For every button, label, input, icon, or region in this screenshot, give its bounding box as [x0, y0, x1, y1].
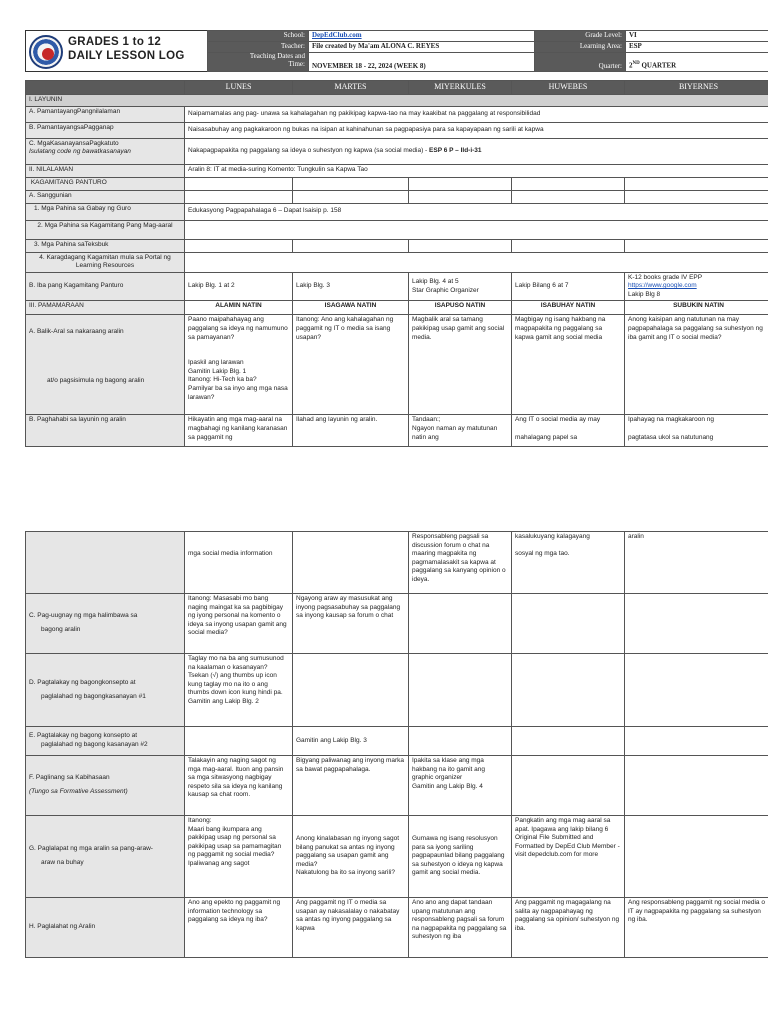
cell-d-thu — [512, 654, 625, 727]
doc-title-line2: DAILY LESSON LOG — [68, 50, 185, 62]
row-label-pang-mag-aaral: 2. Mga Pahina sa Kagamitang Pang Mag-aaral — [26, 220, 185, 239]
day-header-blank — [26, 81, 185, 95]
row-label-teksbuk: 3. Mga Pahina saTeksbuk — [26, 239, 185, 252]
dates-label: Teaching Dates and Time: — [208, 53, 309, 72]
cell-g-thu: Pangkatin ang mga mag aaral sa apat. Ipagawa ang lakip bilang 6 Original File Submitted and Formatted by DepEd Club Member - visit depedclub.com for more — [512, 816, 625, 898]
cell-c-wed — [409, 594, 512, 654]
school-label: School: — [208, 31, 309, 42]
day-header-tue: MARTES — [293, 81, 409, 95]
row-label-pamantayan: A. PamantayangPangnilalaman — [26, 106, 185, 122]
cell-h-tue: Ang paggamit ng IT o media sa usapan ay nakasalalay o nakabatay sa antas ng inyong paggalang sa kapwa — [293, 898, 409, 958]
day-header-mon: LUNES — [185, 81, 293, 95]
cell-cont-fri: aralin — [625, 532, 768, 594]
row-label-pagtalakay-1: D. Pagtalakay ng bagongkonsepto at paglalahad ng bagongkasanayan #1 — [26, 654, 185, 727]
row-label-pamamaraan: III. PAMAMARAAN — [26, 301, 185, 315]
row-label-paglinang: F. Paglinang sa Kabihasaan (Tungo sa Formative Assessment) — [26, 756, 185, 816]
cell-iba-fri: K-12 books grade IV EPP https://www.google.com Lakip Blg 8 — [625, 272, 768, 301]
cell-balik-thu: Magbigay ng isang hakbang na magpapakita ng paggalang sa kapwa gamit ang social media — [512, 315, 625, 415]
row-label-pagganap: B. PamantayangsaPagganap — [26, 122, 185, 138]
cell-c-fri — [625, 594, 768, 654]
cell-h-fri: Ang responsableng paggamit ng social media o IT ay nagpapakita ng paggalang sa suhestyon ng iba. — [625, 898, 768, 958]
grade-value: VI — [626, 31, 768, 42]
row-label-pag-uugnay: C. Pag-uugnay ng mga halimbawa sa bagong aralin — [26, 594, 185, 654]
header-info-table — [207, 30, 768, 72]
row-label-kagamitan: KAGAMITANG PANTURO — [26, 177, 185, 190]
row-label-paglalahat: H. Paglalahat ng Aralin — [26, 898, 185, 958]
cell-iba-mon: Lakip Blg. 1 at 2 — [185, 272, 293, 301]
area-label: Learning Area: — [535, 42, 626, 53]
colhead-alamin: ALAMIN NATIN — [185, 301, 293, 315]
cell-g-mon: Itanong: Maari bang ikumpara ang pakikipag usap ng personal sa pakikipag usap sa pamamagitan ng paggamit ng social media?Ipaliwanag ang sagot — [185, 816, 293, 898]
cell-c-mon: Itanong: Masasabi mo bang naging maingat ka sa pagbibigay ng iyong personal na komento o ideya sa inyong usapan gamit ang social media? — [185, 594, 293, 654]
day-header-wed: MIYERKULES — [409, 81, 512, 95]
google-link[interactable]: https://www.google.com — [628, 282, 697, 290]
row-label-kasanayan: C. MgaKasanayansaPagkatuto Isulatang code ng bawatkasanayan — [26, 138, 185, 164]
row-label-nilalaman: II. NILALAMAN — [26, 164, 185, 177]
day-header-fri: BIYERNES — [625, 81, 768, 95]
grade-label: Grade Level: — [535, 31, 626, 42]
row-label-balik-aral: A. Balik-Aral sa nakaraang aralin at/o pagsisimula ng bagong aralin — [26, 315, 185, 415]
cell-cont-mon: mga social media information — [185, 532, 293, 594]
cell-g-tue: Anong kinalabasan ng inyong sagot bilang panukat sa antas ng inyong paggalang sa usapan gamit ang media? Nakatulong ba ito sa inyong sarili? — [293, 816, 409, 898]
colhead-subukin: SUBUKIN NATIN — [625, 301, 768, 315]
cell-paghahabi-fri: Ipahayag na magkakaroon ng pagtatasa ukol sa natutunang — [625, 415, 768, 447]
row-label-paghahabi: B. Paghahabi sa layunin ng aralin — [26, 415, 185, 447]
school-link[interactable]: DepEdClub.com — [312, 31, 362, 39]
cell-g-fri — [625, 816, 768, 898]
row-label-paglalapat: G. Paglalapat ng mga aralin sa pang-araw- araw na buhay — [26, 816, 185, 898]
cell-g-wed: Gumawa ng isang resolusyon para sa iyong sariling pagpapaunlad bilang paggalang sa suhestyon o ideya ng kapwa gamit ang social media. — [409, 816, 512, 898]
cell-d-fri — [625, 654, 768, 727]
cell-pagganap: Naisasabuhay ang pagkakaroon ng bukas na isipan at kahinahunan sa pagpapasiya para sa kapayapaan ng sarili at kapwa — [185, 122, 768, 138]
cell-cont-thu: kasalukuyang kalagayang sosyal ng mga tao. — [512, 532, 625, 594]
cell-e-fri — [625, 727, 768, 756]
cell-kasanayan: Nakapagpapakita ng paggalang sa ideya o suhestyon ng kapwa (sa social media) - ESP 6 P – IId-i-31 — [185, 138, 768, 164]
cell-e-tue: Gamitin ang Lakip Blg. 3 — [293, 727, 409, 756]
cell-balik-wed: Magbalik aral sa tamang pakikipag usap gamit ang social media. — [409, 315, 512, 415]
cell-h-thu: Ang paggamit ng magagalang na salita ay nagpapahayag ng paggalang sa opinion/ suhestyon ng iba. — [512, 898, 625, 958]
quarter-label: Quarter: — [535, 53, 626, 72]
cell-paghahabi-wed: Tandaan:; Ngayon naman ay matutunan natin ang — [409, 415, 512, 447]
row-label-gabay: 1. Mga Pahina sa Gabay ng Guro — [26, 203, 185, 220]
cell-paghahabi-thu: Ang IT o social media ay may mahalagang papel sa — [512, 415, 625, 447]
cell-h-wed: Ano ano ang dapat tandaan upang matutunan ang responsableng pagsali sa forum na nagpapakita ng paggalang sa suhestyon ng iba — [409, 898, 512, 958]
doc-title-line1: GRADES 1 to 12 — [68, 36, 162, 48]
cell-balik-tue: Itanong: Ano ang kahalagahan ng paggamit ng IT o media sa isang usapan? — [293, 315, 409, 415]
cell-d-wed — [409, 654, 512, 727]
cell-e-mon — [185, 727, 293, 756]
row-label-portal: 4. Karagdagang Kagamitan mula sa Portal ng Learning Resources — [26, 252, 185, 272]
row-label-continued — [26, 532, 185, 594]
cell-paghahabi-mon: Hikayatin ang mga mag-aaral na magbahagi ng kanilang karanasan sa paggamit ng — [185, 415, 293, 447]
colhead-isagawa: ISAGAWA NATIN — [293, 301, 409, 315]
cell-f-thu — [512, 756, 625, 816]
quarter-value: 2ND QUARTER — [626, 53, 768, 72]
cell-e-wed — [409, 727, 512, 756]
dates-value: NOVEMBER 18 - 22, 2024 (WEEK 8) — [309, 53, 535, 72]
colhead-isabuhay: ISABUHAY NATIN — [512, 301, 625, 315]
cell-f-fri — [625, 756, 768, 816]
cell-nilalaman: Aralin 8: IT at media-suring Komento: Tungkulin sa Kapwa Tao — [185, 164, 768, 177]
cell-cont-wed: Responsableng pagsali sa discussion forum o chat na maaring magpakita ng pagmamalasakit sa kapwa at paggalang sa kanyang opinion o ideya. — [409, 532, 512, 594]
cell-iba-tue: Lakip Blg. 3 — [293, 272, 409, 301]
cell-cont-tue — [293, 532, 409, 594]
row-label-pagtalakay-2: E. Pagtalakay ng bagong konsepto at paglalahad ng bagong kasanayan #2 — [26, 727, 185, 756]
lesson-table-page2 — [25, 531, 768, 958]
cell-c-thu — [512, 594, 625, 654]
cell-iba-thu: Lakip Bilang 6 at 7 — [512, 272, 625, 301]
deped-seal-logo — [29, 35, 63, 69]
cell-iba-wed: Lakip Blg. 4 at 5 Star Graphic Organizer — [409, 272, 512, 301]
day-header-thu: HUWEBES — [512, 81, 625, 95]
section-layunin: I. LAYUNIN — [26, 94, 768, 106]
cell-balik-fri: Anong kaisipan ang natutunan na may pagpapahalaga sa paggalang sa suhestyon ng iba gamit ang IT o social media? — [625, 315, 768, 415]
cell-d-mon: Taglay mo na ba ang sumusunod na kaalaman o kasanayan? Tsekan (√) ang thumbs up icon kung taglay mo na ito o ang thumbs down icon kung hindi pa. Gamitin ang Lakip Blg. 2 — [185, 654, 293, 727]
teacher-value: File created by Ma'am ALONA C. REYES — [309, 42, 535, 53]
cell-c-tue: Ngayong araw ay masusukat ang inyong pagsasabuhay sa paggalang sa inyong kausap sa forum o chat — [293, 594, 409, 654]
colhead-isapuso: ISAPUSO NATIN — [409, 301, 512, 315]
area-value: ESP — [626, 42, 768, 53]
cell-pamantayan: Naipamamalas ang pag- unawa sa kahalagahan ng pakikipag kapwa-tao na may kaakibat na paggalang at responsibilidad — [185, 106, 768, 122]
cell-f-wed: Ipakita sa klase ang mga hakbang na ito gamit ang graphic organizer Gamitin ang Lakip Blg. 4 — [409, 756, 512, 816]
cell-d-tue — [293, 654, 409, 727]
teacher-label: Teacher: — [208, 42, 309, 53]
row-label-sanggunian: A. Sanggunian — [26, 190, 185, 203]
cell-gabay: Edukasyong Pagpapahalaga 6 – Dapat Isaisip p. 158 — [185, 203, 768, 220]
lesson-table-page1 — [25, 80, 768, 447]
cell-h-mon: Ano ang epekto ng paggamit ng information technology sa paggalang sa ideya ng iba? — [185, 898, 293, 958]
cell-paghahabi-tue: Ilahad ang layunin ng aralin. — [293, 415, 409, 447]
cell-e-thu — [512, 727, 625, 756]
cell-f-mon: Talakayin ang naging sagot ng mga mag-aaral. Ituon ang pansin sa mga sitwasyong nagbigay respeto sila sa ideya ng kanilang kausap sa chat room. — [185, 756, 293, 816]
cell-f-tue: Bigyang paliwanag ang inyong marka sa bawat pagpapahalaga. — [293, 756, 409, 816]
cell-balik-mon: Paano maipahahayag ang paggalang sa ideya ng namumuno sa pamayanan? Ipaskil ang larawan Gamitin Lakip Blg. 1 Itanong: Hi-Tech ka ba? Pamilyar ba sa inyo ang mga nasa larawan? — [185, 315, 293, 415]
row-label-iba: B. Iba pang Kagamitang Panturo — [26, 272, 185, 301]
